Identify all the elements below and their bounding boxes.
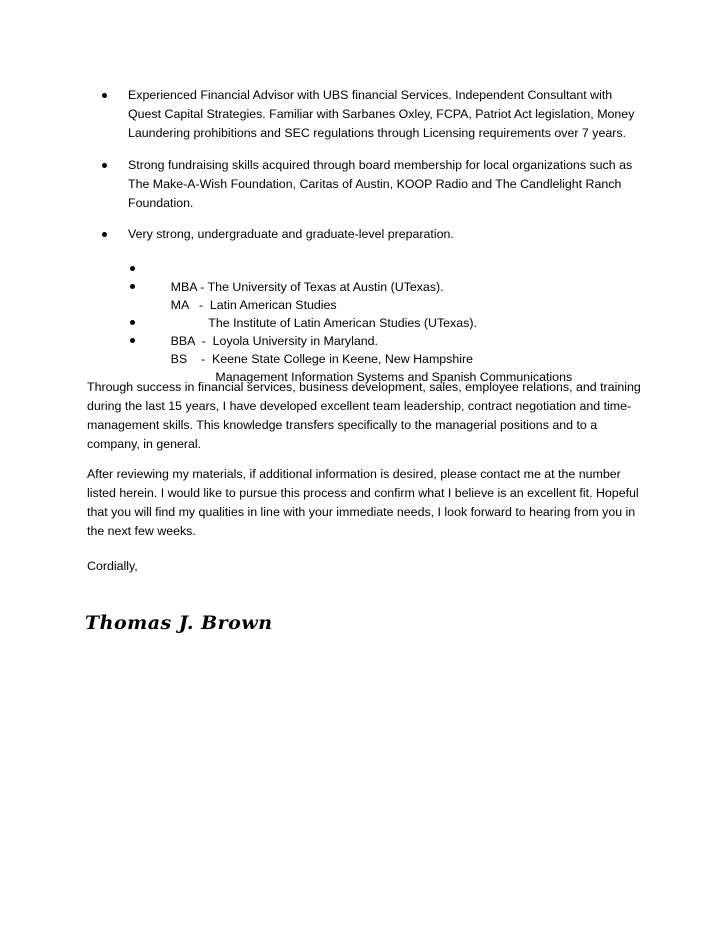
education-text: MA - Latin American Studies [170, 298, 337, 312]
education-text: BBA - Loyola University in Maryland. [170, 334, 378, 348]
education-item-bs-detail [150, 350, 630, 384]
education-item-mba [150, 260, 630, 294]
bullet-education-intro [128, 225, 648, 244]
bullet-dot-icon [102, 232, 107, 237]
bullet-fundraising [128, 156, 648, 213]
bullet-text: Very strong, undergraduate and graduate-level preparation. [128, 227, 454, 241]
bullet-dot-icon [130, 266, 135, 271]
bullet-ubs-experience [128, 86, 648, 143]
education-item-bba [150, 314, 630, 348]
closing-paragraph: After reviewing my materials, if additional information is desired, please contact me at the number listed herein. I would like to pursue this process and confirm what I believe is an excellent fit. Hopeful that you will find my qualities in line with your immediate needs, I look forward to hearing from you in the next few weeks. [87, 467, 639, 538]
bullet-dot-icon [102, 93, 107, 98]
bullet-dot-icon [102, 163, 107, 168]
bullet-dot-icon [130, 338, 135, 343]
bullet-dot-icon [130, 320, 135, 325]
education-text: BS - Keene State College in Keene, New Hampshire [170, 352, 474, 366]
education-item-ma-detail [150, 296, 630, 330]
education-text: Management Information Systems and Spanish Communications [170, 370, 573, 384]
education-text: The Institute of Latin American Studies (UTexas). [170, 316, 477, 330]
bullet-dot-icon [130, 284, 135, 289]
bullet-text: Experienced Financial Advisor with UBS financial Services. Independent Consultant with Quest Capital Strategies. Familiar with Sarbanes Oxley, FCPA, Patriot Act legislation, Money Laundering prohibitions and SEC regulations through Licensing requirements over 7 years. [128, 88, 635, 140]
bullet-text: Strong fundraising skills acquired through board membership for local organizations such as The Make-A-Wish Foundation, Caritas of Austin, KOOP Radio and The Candlelight Ranch Foundation. [128, 158, 633, 210]
education-item-bs [150, 332, 630, 366]
education-text: MBA - The University of Texas at Austin (UTexas). [170, 280, 444, 294]
experience-paragraph: Through success in financial services, business development, sales, employee relations, and training during the last 15 years, I have developed excellent team leadership, contract negotiation and time-management skills. This knowledge transfers specifically to the managerial positions and to a company, in general. [87, 380, 641, 451]
salutation: Cordially, [87, 559, 138, 573]
education-list [150, 260, 630, 384]
signature: Thomas J. Brown [85, 612, 273, 634]
education-item-ma [150, 278, 630, 312]
